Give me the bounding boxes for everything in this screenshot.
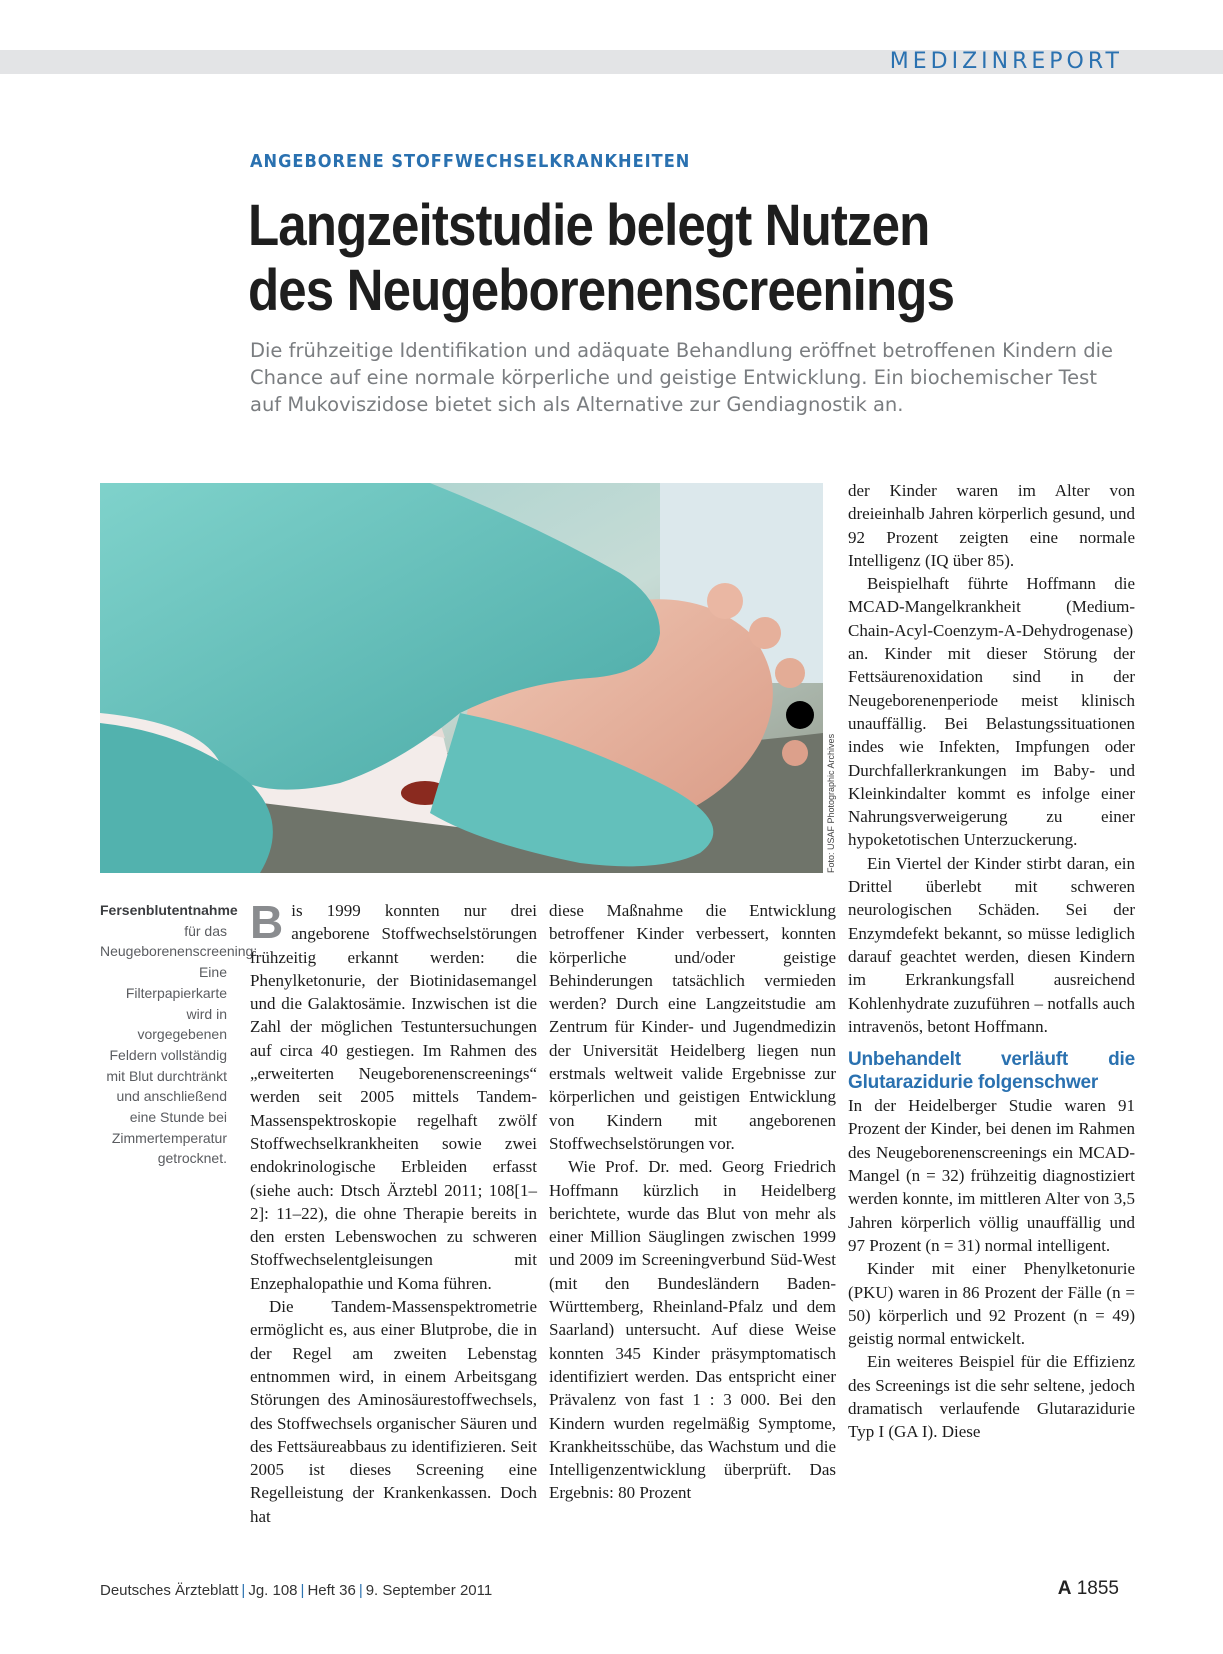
paragraph: diese Maßnahme die Entwicklung betroffener Kinder verbessert, konnten körperliche und/oder geistige Behinderungen tatsächlich vermieden werden? Durch eine Langzeitstudie am Zentrum für Kinder- und Jugendmedizin der Universität Heidelberg liegen nun erstmals weltweit valide Ergebnisse zur körperlichen und geistigen Entwicklung von Kindern mit angeborenen Stoffwechselstörungen vor. [549,901,836,1153]
article-title [248,193,1040,323]
journal-name: Deutsches Ärzteblatt [100,1582,239,1599]
volume: Jg. 108 [248,1582,298,1599]
separator: | [300,1582,305,1599]
paragraph: Ein weiteres Beispiel für die Effizienz des Screenings ist die sehr seltene, jedoch dramatisch verlaufende Glutarazidurie Typ I (GA I). Diese [848,1352,1135,1442]
issue-date: 9. September 2011 [365,1582,493,1599]
paragraph: Kinder mit einer Phenylketonurie (PKU) waren in 86 Prozent der Fälle (n = 50) körperlich und 92 Prozent (n = 49) geistig normal entwickelt. [848,1259,1135,1349]
paragraph: Bis 1999 konnten nur drei angeborene Stoffwechselstörungen frühzeitig erkannt werden: die Phenylketonurie, der Biotinidasemangel und die Galaktosämie. Inzwischen ist die Zahl der möglichen Testuntersuchungen auf circa 40 gestiegen. Im Rahmen des „erweiterten Neugeborenenscreenings“ werden seit 2005 mittels Tandem-Massenspektroskopie regelhaft zwölf Stoffwechselkrankheiten sowie zwei endokrinologische Erbleiden erfasst (siehe auch: Dtsch Ärztebl 2011; 108[1–2]: 11–22), die ohne Therapie bereits in den ersten Lebenswochen zu schweren Stoffwechselentgleisungen mit Enzephalopathie und Koma führen. [250,896,537,1293]
paragraph: Beispielhaft führte Hoffmann die MCAD-Mangelkrankheit (Medium-Chain-Acyl-Coenzym-A-Dehydrogenase) an. Kinder mit dieser Störung der Fettsäurenoxidation sind in der Neugeborenenperiode meist klinisch unauffällig. Bei Belastungssituationen indes wie Infekten, Impfungen oder Durchfallerkrankungen im Baby- und Kleinkindalter kommt es infolge einer Nahrungsverweigerung zu einer hypoketotischen Unterzuckerung. [848,574,1135,850]
drop-cap: B [250,896,284,948]
article-photo [100,483,823,873]
subheading: Unbehandelt verläuft die Glutarazidurie folgenschwer [848,1049,1135,1094]
separator: | [241,1582,246,1599]
paragraph: der Kinder waren im Alter von dreieinhalb Jahren körperlich gesund, und 92 Prozent zeigten eine normale Intelligenz (IQ über 85). [848,481,1135,570]
section-label: MEDIZINREPORT [889,49,1123,74]
paragraph: Ein Viertel der Kinder stirbt daran, ein Drittel überlebt mit schweren neurologischen Schäden. Sei der Enzymdefekt bekannt, so müsse lediglich darauf geachtet werden, diesen Kindern im Erkrankungsfall ausreichend Kohlenhydrate zuzuführen – notfalls auch intravenös, betont Hoffmann. [848,853,1135,1036]
caption-text: für das Neugeborenenscreening: Eine Filterpapierkarte wird in vorgegebenen Feldern vollständig mit Blut durchtränkt und anschließend eine Stunde bei Zimmertemperatur getrocknet. [100,922,258,1167]
separator: | [358,1582,363,1599]
title-line-1: Langzeitstudie belegt Nutzen [248,193,930,258]
body-column-3 [848,479,1135,1444]
issue: Heft 36 [307,1582,356,1599]
caption-bold: Fersenblutentnahme [100,902,238,918]
photo-illustration [100,483,823,873]
paragraph: Wie Prof. Dr. med. Georg Friedrich Hoffmann kürzlich in Heidelberg berichtete, wurde das Blut von mehr als einer Million Säuglingen zwischen 1999 und 2009 im Screeningverbund Süd-West (mit den Bundesländern Baden-Württemberg, Rheinland-Pfalz und dem Saarland) untersucht. Auf diese Weise konnten 345 Kinder präsymptomatisch identifiziert werden. Das entspricht einer Prävalenz von fast 1 : 3 000. Bei den Kindern wurden regelmäßig Symptome, Krankheitsschübe, das Wachstum und die Intelligenzentwicklung überprüft. Das Ergebnis: 80 Prozent [549,1157,836,1503]
photo-credit: Foto: USAF Photographic Archives [826,733,836,873]
paragraph: Die Tandem-Massenspektrometrie ermöglicht es, aus einer Blutprobe, die in der Regel am zweiten Lebenstag entnommen wird, in einem Arbeitsgang Störungen des Aminosäurestoffwechsels, des Stoffwechsels organischer Säuren und des Fettsäureabbaus zu identifizieren. Seit 2005 ist dieses Screening eine Regelleistung der Krankenkassen. Doch hat [250,1297,537,1526]
photo-caption [100,900,258,1169]
footer-citation [100,1582,492,1599]
body-column-1 [250,896,537,1528]
article-kicker: ANGEBORENE STOFFWECHSELKRANKHEITEN [250,151,691,172]
paragraph: In der Heidelberger Studie waren 91 Prozent der Kinder, bei denen im Rahmen des Neugeborenenscreenings ein MCAD-Mangel (n = 32) frühzeitig diagnostiziert werden konnte, im mittleren Alter von 3,5 Jahren körperlich völlig unauffällig und 97 Prozent (n = 31) normal intelligent. [848,1096,1135,1255]
title-line-2: des Neugeborenenscreenings [248,258,955,323]
body-column-2 [549,899,836,1505]
page-number: A 1855 [1057,1578,1119,1599]
article-lead: Die frühzeitige Identifikation und adäquate Behandlung eröffnet betroffenen Kindern die Chance auf eine normale körperliche und geistige Entwicklung. Ein biochemischer Test auf Mukoviszidose bietet sich als Alternative zur Gendiagnostik an. [250,339,1114,416]
